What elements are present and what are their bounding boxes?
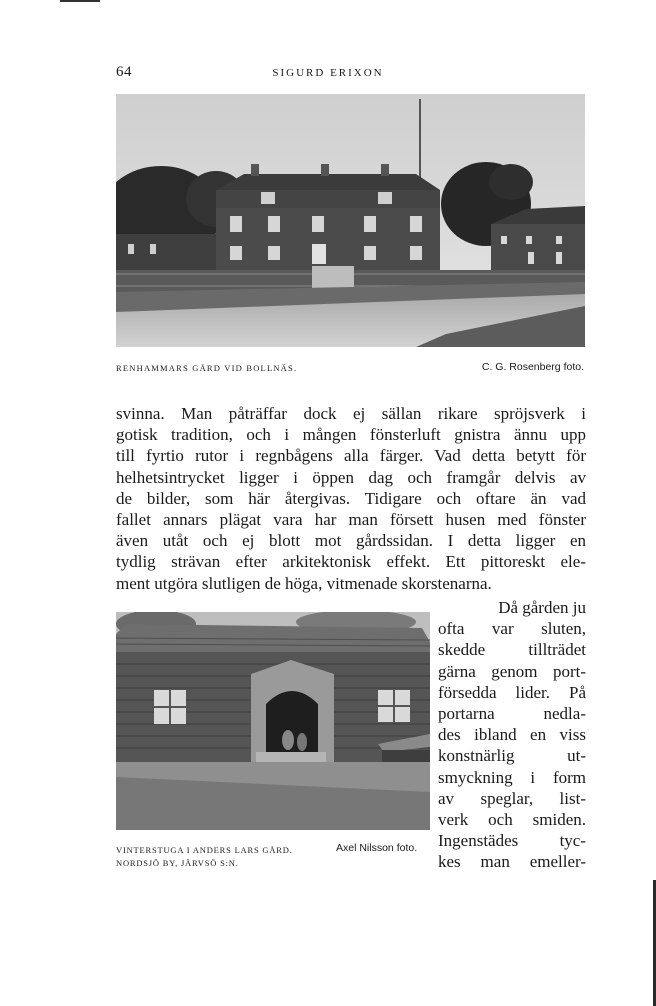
scan-edge-mark [60, 0, 100, 2]
top-photo-credit: C. G. Rosenberg foto. [481, 361, 584, 373]
side-line: av speglar, list- [438, 788, 586, 808]
top-photo-caption: RENHAMMARS GÅRD VID BOLLNÄS. [116, 363, 298, 373]
side-line: gärna genom port- [438, 661, 586, 681]
body-line: tydlig strävan efter arkitektonisk effekt. Ett pittoreskt ele- [116, 552, 586, 572]
side-line: ofta var sluten, [438, 619, 586, 639]
body-line: även utåt och ej blott mot gårdssidan. I detta ligger en [116, 531, 586, 551]
side-line: Ingenstädes tyc- [438, 831, 586, 851]
body-line: till fyrtio rutor i regnbågens alla färger. Vad detta betytt för [116, 446, 586, 466]
bottom-photo-credit: Axel Nilsson foto. [336, 842, 418, 854]
body-paragraph [116, 403, 586, 594]
manor-house-photo [116, 94, 585, 347]
side-line: portarna nedla- [438, 704, 586, 724]
body-line: gotisk tradition, och i mången fönsterluft gnistra ännu upp [116, 425, 586, 445]
side-line: des ibland en viss [438, 725, 586, 745]
side-line: Då gården ju [498, 598, 586, 617]
running-head: SIGURD ERIXON [272, 67, 384, 79]
bottom-caption-line2: NORDSJÖ BY, JÄRVSÖ S:N. [116, 858, 239, 868]
bottom-caption-line1: VINTERSTUGA I ANDERS LARS GÅRD. [116, 845, 293, 855]
side-line: konstnärlig ut- [438, 746, 586, 766]
side-line: verk och smiden. [438, 810, 586, 830]
body-line: ment utgöra slutligen de höga, vitmenade skorstenarna. [116, 573, 492, 593]
body-line: de bilder, som här återgivas. Tidigare och oftare än vad [116, 488, 586, 508]
side-line: smyckning i form [438, 767, 586, 787]
bottom-photo-caption [116, 844, 434, 870]
side-line: försedda lider. På [438, 682, 586, 702]
body-line: helhetsintrycket ligger i öppen dag och framgår delvis av [116, 467, 586, 487]
side-line: skedde tillträdet [438, 640, 586, 660]
winter-cottage-photo [116, 612, 430, 830]
side-line: kes man emeller- [438, 852, 586, 872]
body-line: svinna. Man påträffar dock ej sällan rikare spröjsverk i [116, 404, 586, 423]
side-column-text [438, 597, 586, 873]
page-number: 64 [116, 64, 132, 80]
body-line: fallet annars plägat vara har man försett husen med fönster [116, 510, 586, 530]
